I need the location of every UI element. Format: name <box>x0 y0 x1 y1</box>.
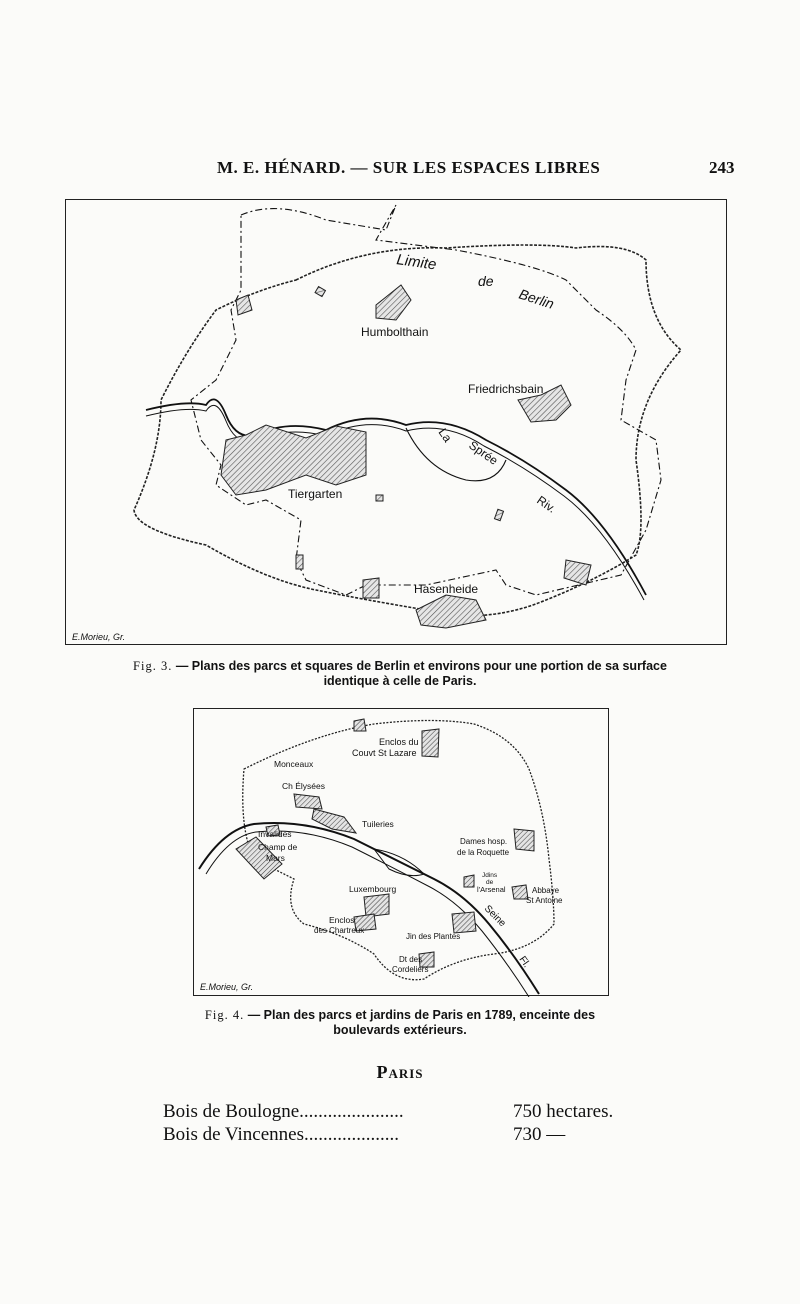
label-de-la-roquette: de la Roquette <box>457 848 510 857</box>
park-tiergarten <box>221 425 366 495</box>
park-st-lazare <box>422 729 439 757</box>
park-roquette <box>514 829 534 851</box>
figure-3-caption <box>130 659 670 689</box>
label-humbolthain: Humbolthain <box>361 325 429 339</box>
label-st-antoine: St Antoine <box>526 896 563 905</box>
label-invalides: Invalides <box>258 829 292 839</box>
label-hasenheide: Hasenheide <box>414 582 479 596</box>
square-south <box>296 555 303 569</box>
label-dames-hosp: Dames hosp. <box>460 837 508 846</box>
park-tuileries <box>312 809 356 833</box>
park-west-small <box>236 295 252 315</box>
label-la: La <box>435 425 455 445</box>
figure-4-caption <box>175 1008 625 1038</box>
label-jdins: Jdins <box>482 872 498 879</box>
label-monceaux: Monceaux <box>274 759 314 769</box>
label-enclos-du: Enclos du <box>379 737 419 747</box>
table-row <box>163 1124 643 1148</box>
figure-3-number: Fig. 3. <box>133 659 173 673</box>
table-row-name <box>163 1101 404 1123</box>
dot-leader: .................... <box>304 1124 399 1145</box>
running-head-title: M. E. HÉNARD. — SUR LES ESPACES LIBRES <box>217 158 601 177</box>
park-arsenal <box>464 875 474 887</box>
label-cordeliers: Cordeliers <box>392 965 429 974</box>
label-fl: Fl. <box>516 954 532 970</box>
label-luxembourg: Luxembourg <box>349 884 397 894</box>
table-row-value: 730 — <box>513 1124 566 1145</box>
figure-4-paris-map <box>193 708 609 996</box>
label-jdins-de: de <box>486 879 494 886</box>
berlin-map-drawing <box>66 200 728 646</box>
square-east <box>494 509 503 520</box>
park-name: Bois de Vincennes <box>163 1124 304 1145</box>
figure-4-caption-text: — Plan des parcs et jardins de Paris en 1789, enceinte des boulevards extérieurs. <box>247 1008 596 1037</box>
figure-3-caption-text: — Plans des parcs et squares de Berlin et environs pour une portion de sa surface identique à celle de Paris. <box>175 659 667 688</box>
park-hasenheide <box>416 595 486 628</box>
label-seine: Seine <box>481 903 508 930</box>
label-limite: Limite <box>395 251 438 274</box>
engraver-signature-fig3: E.Morieu, Gr. <box>72 632 126 642</box>
label-abbaye: Abbaye <box>532 886 560 895</box>
label-enclos: Enclos <box>329 915 355 925</box>
park-champs-elysees <box>294 794 322 809</box>
label-spree: Sprée <box>466 437 501 468</box>
label-friedrichsbain: Friedrichsbain <box>468 382 544 396</box>
label-des-chartreux: des Chartreux <box>314 926 365 935</box>
label-arsenal: l'Arsenal <box>477 885 506 894</box>
label-tiergarten: Tiergarten <box>288 487 343 501</box>
park-monceaux <box>354 719 366 731</box>
table-row <box>163 1101 643 1125</box>
park-name: Bois de Boulogne <box>163 1101 300 1122</box>
park-humboldthain <box>376 285 411 320</box>
park-luxembourg <box>364 894 389 917</box>
label-tuileries: Tuileries <box>362 819 394 829</box>
park-jardin-des-plantes <box>452 912 476 933</box>
section-title-paris: Paris <box>376 1062 424 1082</box>
label-dt-des: Dt des <box>399 955 423 964</box>
park-southeast-small <box>363 578 379 598</box>
running-head <box>0 158 800 184</box>
label-jardin-des-plantes: Jin des Plantes <box>406 932 461 941</box>
figure-3-berlin-map <box>65 199 727 645</box>
label-riv: Riv. <box>534 492 559 516</box>
engraver-signature-fig4: E.Morieu, Gr. <box>200 982 254 992</box>
label-de: de <box>478 273 494 289</box>
figure-4-number: Fig. 4. <box>204 1008 245 1022</box>
label-mars: Mars <box>266 853 285 863</box>
dot-leader: ...................... <box>299 1101 404 1122</box>
paris-map-drawing <box>194 709 610 997</box>
park-east-small <box>564 560 591 585</box>
table-row-value: 750 hectares. <box>513 1101 614 1122</box>
square-north <box>315 287 325 297</box>
page-number: 243 <box>709 158 735 177</box>
label-champ-de: Champ de <box>258 842 298 852</box>
label-berlin: Berlin <box>517 285 557 312</box>
label-couvt-st-lazare: Couvt St Lazare <box>352 748 417 758</box>
square-tiergarten <box>376 495 383 501</box>
label-ch-elysees: Ch Élysées <box>282 781 325 791</box>
table-row-name <box>163 1124 399 1146</box>
